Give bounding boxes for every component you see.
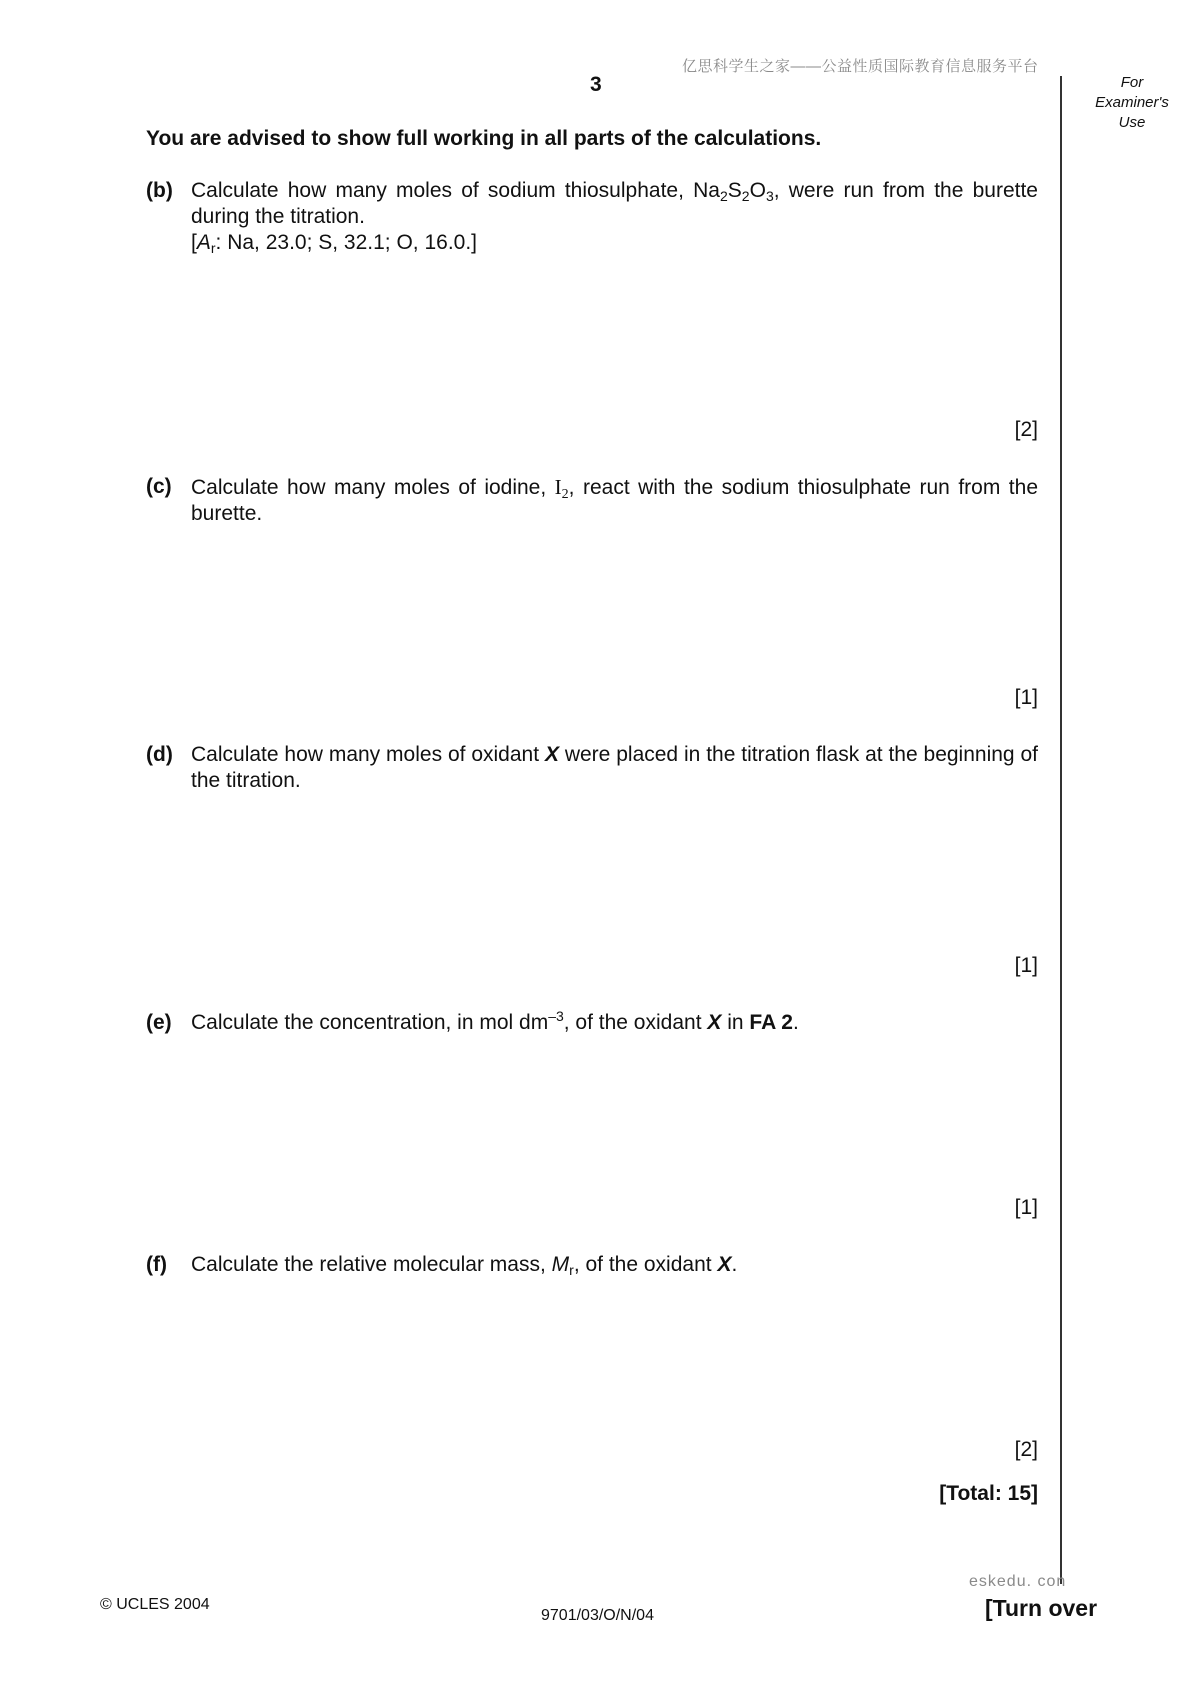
relative-atomic-masses: [$A_r$: Na, 23.0; S, 32.1; O, 16.0.] <box>191 231 478 256</box>
question-f-label: (f) <box>146 1253 167 1276</box>
examiner-use-label <box>1082 73 1182 133</box>
question-b-text <box>191 178 1038 230</box>
question-d-mark: [1] <box>1014 954 1038 977</box>
watermark-header: 亿思科学生之家——公益性质国际教育信息服务平台 <box>682 58 1039 75</box>
examiner-line-1: For <box>1120 74 1144 91</box>
examiner-margin-rule <box>1060 76 1062 1584</box>
turn-over: [Turn over <box>985 1595 1098 1621</box>
page-number: 3 <box>590 73 602 96</box>
iodine-formula: $I_2$ <box>554 475 569 502</box>
question-d-label: (d) <box>146 743 173 766</box>
question-e-mark: [1] <box>1014 1196 1038 1219</box>
question-b-text-after: , were run from the burette during the titration. <box>191 179 1038 228</box>
question-c <box>146 474 1038 527</box>
question-f-text: Calculate the relative molecular mass, $M_r$, of the oxidant X. <box>191 1253 738 1278</box>
question-c-text: Calculate how many moles of iodine, $I_2$, react with the sodium thiosulphate run from the burette. <box>191 475 1038 525</box>
question-c-mark: [1] <box>1014 686 1038 709</box>
examiner-line-2: Examiner's <box>1095 94 1169 111</box>
question-b-text-before: Calculate how many moles of sodium thiosulphate, <box>191 179 694 202</box>
question-e <box>146 1010 1038 1036</box>
examiner-line-3: Use <box>1118 114 1146 131</box>
question-d <box>146 742 1038 794</box>
question-d-text: Calculate how many moles of oxidant X were placed in the titration flask at the beginning of the titration. <box>191 743 1038 792</box>
question-b <box>146 178 1038 256</box>
question-f-mark: [2] <box>1014 1438 1038 1461</box>
question-c-label: (c) <box>146 475 172 498</box>
question-e-label: (e) <box>146 1011 172 1034</box>
solution-fa2: FA 2 <box>749 1011 793 1034</box>
question-b-mark: [2] <box>1014 418 1038 441</box>
watermark-footer: eskedu. con <box>969 1573 1067 1590</box>
copyright: © UCLES 2004 <box>100 1596 210 1613</box>
oxidant-x: X <box>717 1253 732 1276</box>
paper-code: 9701/03/O/N/04 <box>541 1607 654 1624</box>
total-marks: [Total: 15] <box>939 1482 1038 1505</box>
oxidant-x: X <box>707 1011 722 1034</box>
question-e-text: Calculate the concentration, in mol $dm^{-3}$, of the oxidant X in FA 2. <box>191 1008 799 1034</box>
oxidant-x: X <box>544 743 559 766</box>
instruction-text: You are advised to show full working in all parts of the calculations. <box>146 127 822 150</box>
question-f <box>146 1252 1038 1278</box>
question-b-label: (b) <box>146 179 173 202</box>
sodium-thiosulphate-formula: $Na_2S_2O_3$ <box>693 179 774 204</box>
